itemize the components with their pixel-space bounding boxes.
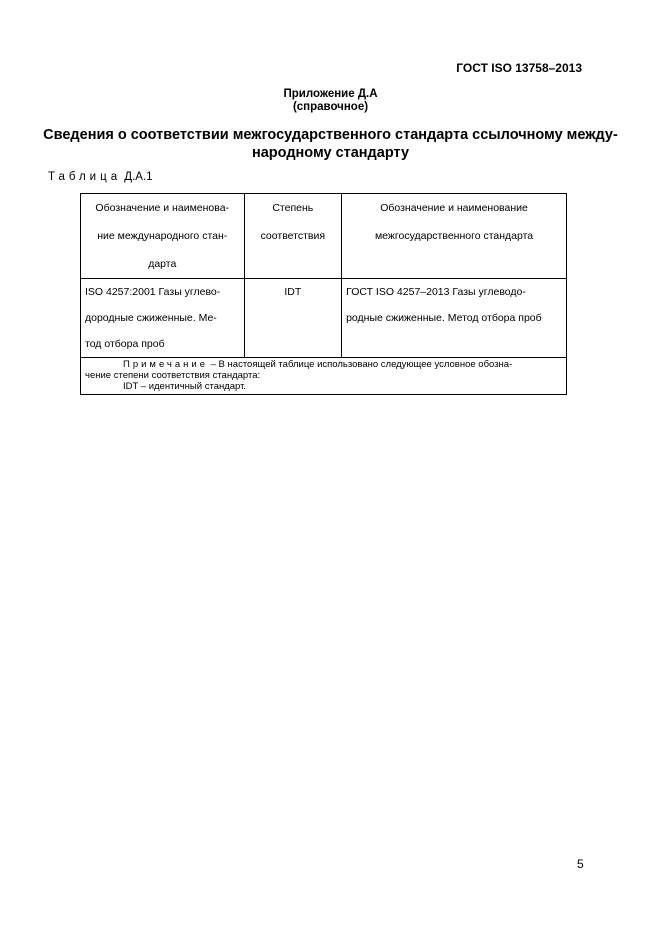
note-line: IDT – идентичный стандарт. [123,381,247,392]
appendix-title: Приложение Д.А [283,88,378,100]
header-cell-line: Степень [272,202,314,214]
header-cell-line: межгосударственного стандарта [374,230,534,242]
section-heading-line1: Сведения о соответствии межгосударственного стандарта ссылочному между- [43,127,618,143]
document-code: ГОСТ ISO 13758–2013 [456,61,582,75]
cell-line: дородные сжиженные. Ме- [85,312,217,324]
section-heading-line2: народному стандарту [251,145,410,161]
table-caption [48,171,153,183]
cell-interstate-standard [342,279,567,358]
cell-degree [244,279,342,358]
table-caption-number: Д.А.1 [124,171,153,183]
header-international-standard [81,194,245,279]
page-number: 5 [577,857,584,871]
section-heading [40,126,621,162]
header-interstate-standard [342,194,567,279]
header-degree-of-correspondence [244,194,342,279]
header-cell-line: соответствия [260,230,326,242]
table-note-row [81,358,567,395]
note-line: чение степени соответствия стандарта: [85,370,261,381]
note-line [85,359,562,370]
header-cell-line: Обозначение и наименова- [95,202,230,214]
header-cell-line: Обозначение и наименование [380,202,528,214]
note-label: Примечание [123,359,208,370]
correspondence-table [80,193,567,395]
cell-line: ГОСТ ISO 4257–2013 Газы углеводо- [346,286,526,298]
cell-line: родные сжиженные. Метод отбора проб [346,312,542,324]
table-row [81,279,567,358]
cell-line: ISO 4257:2001 Газы углево- [85,286,221,298]
table-header-row [81,194,567,279]
cell-line: тод отбора проб [85,338,165,350]
cell-international-standard [81,279,245,358]
cell-line: IDT [284,286,302,298]
note-text: – В настоящей таблице использовано следующее условное обозна- [208,359,513,370]
appendix-subtitle: (справочное) [292,101,369,113]
header-cell-line: дарта [148,258,177,270]
header-cell-line: ние международного стан- [97,230,228,242]
table-note [81,358,567,395]
table-caption-word: Таблица [48,171,122,183]
